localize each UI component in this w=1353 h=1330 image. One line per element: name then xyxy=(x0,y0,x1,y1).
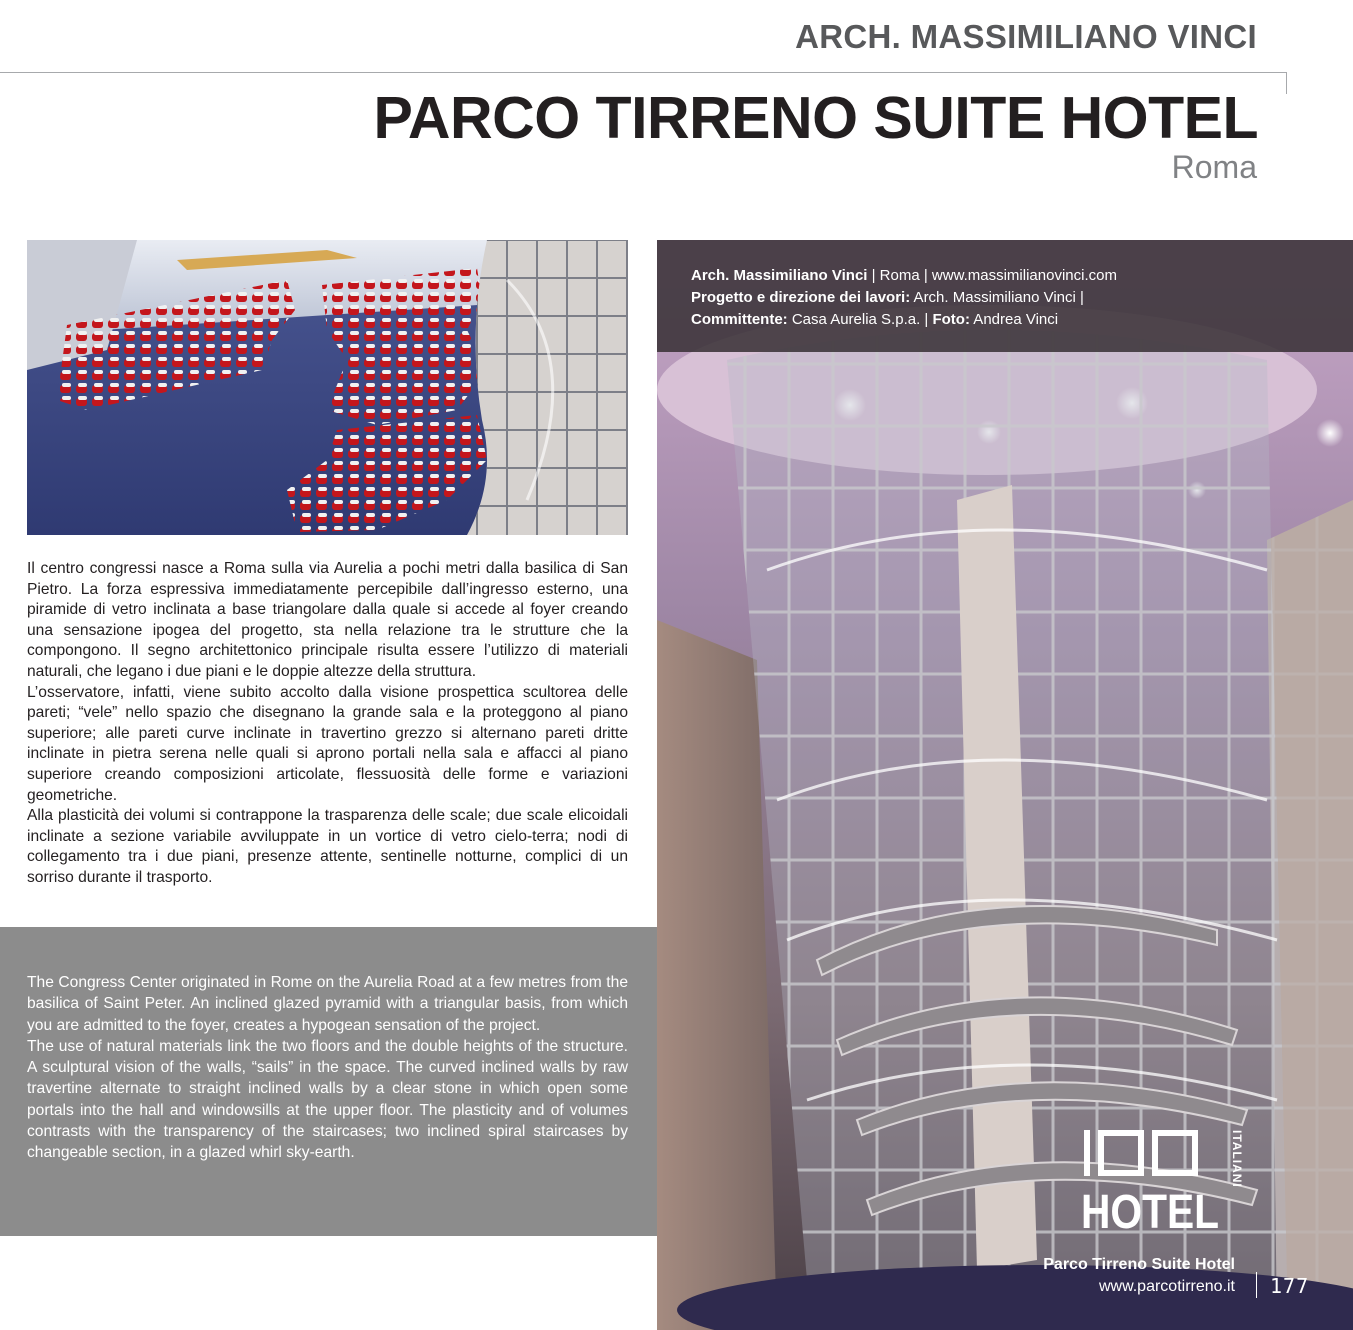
italian-paragraph: Il centro congressi nasce a Roma sulla via Aurelia a pochi metri dalla basilica di San Pietro. La forza espressiva immediatamente percepibile dall’ingresso esterno, una piramide di vetro inclinata a base triangolare dalla quale si accede al foyer creando una sensazione ipogea del progetto, sta nella relazione tra le strutture che la compongono. Il segno architettonico principale risulta essere l’utilizzo di materiali naturali, che legano i due piani e le doppie altezze della struttura. xyxy=(27,560,628,680)
congress-hall-photo xyxy=(27,240,628,535)
svg-text:ITALIANI: ITALIANI xyxy=(1230,1130,1244,1188)
footer-hotel-name: Parco Tirreno Suite Hotel xyxy=(1043,1256,1235,1273)
credit-photo-label: Foto: xyxy=(932,311,970,328)
page-title: PARCO TIRRENO SUITE HOTEL xyxy=(373,85,1258,151)
italian-description xyxy=(27,559,628,889)
credits-line-client xyxy=(691,309,1117,331)
credit-photo-value: Andrea Vinci xyxy=(969,311,1059,328)
footer-hotel-url[interactable]: www.parcotirreno.it xyxy=(1098,1278,1235,1295)
credits-line-project xyxy=(691,287,1117,309)
credit-client-value: Casa Aurelia S.p.a. | xyxy=(787,311,933,328)
credit-project-label: Progetto e direzione dei lavori: xyxy=(691,289,911,306)
english-paragraph: The use of natural materials link the two floors and the double heights of the structure. A sculptural vision of the walls, “sails” in the space. The curved inclined walls by raw travertine alternate to straight inclined walls by a clear stone in which open some portals into the hall and windowsills at the upper floor. The plasticity and of volumes contrasts with the transparency of the staircases; two inclined spiral staircases by changeable section, in a glazed whirl sky-earth. xyxy=(27,1037,628,1162)
staircase-photo xyxy=(657,240,1353,1330)
credit-architect-name: Arch. Massimiliano Vinci xyxy=(691,267,868,284)
credits-line-architect xyxy=(691,265,1117,287)
100-hotel-italiani-logo xyxy=(1081,1128,1244,1239)
header-rule-tick xyxy=(1286,72,1287,94)
english-description xyxy=(27,972,628,1164)
italian-paragraph: L’osservatore, infatti, viene subito accolto dalla visione prospettica scultorea delle pareti; “vele” nello spazio che disegnano la grande sala e la proteggono al piano superiore; alle pareti curve inclinate in travertino grezzo si alternano pareti dritte inclinate in pietra serena nelle quali si aprono portali nella sala e affacci al piano superiore creando composizioni articolate, flessuosità delle forme e variazioni geometriche. xyxy=(27,683,628,804)
credit-client-label: Committente: xyxy=(691,311,788,328)
italian-paragraph: Alla plasticità dei volumi si contrappone la trasparenza delle scale; due scale elicoidali inclinate a sezione variabile avviluppate in un vortice di vetro cielo-terra; nodi di collegamento tra i due piani, presenze attente, sentinelle notturne, complici di un sorriso durante il trasporto. xyxy=(27,807,628,886)
city-subtitle: Roma xyxy=(1171,149,1257,185)
header-rule xyxy=(0,72,1287,73)
page-number-divider xyxy=(1256,1272,1257,1298)
credit-project-value: Arch. Massimiliano Vinci | xyxy=(910,289,1084,306)
svg-text:HOTEL: HOTEL xyxy=(1081,1186,1219,1239)
page-number: 177 xyxy=(1270,1274,1310,1298)
credit-architect-details: | Roma | www.massimilianovinci.com xyxy=(867,267,1117,284)
credits xyxy=(691,265,1117,331)
english-paragraph: The Congress Center originated in Rome on the Aurelia Road at a few metres from the basilica of Saint Peter. An inclined glazed pyramid with a triangular basis, from which you are admitted to the foyer, creates a hypogean sensation of the project. xyxy=(27,974,628,1034)
architect-name: ARCH. MASSIMILIANO VINCI xyxy=(795,18,1257,55)
